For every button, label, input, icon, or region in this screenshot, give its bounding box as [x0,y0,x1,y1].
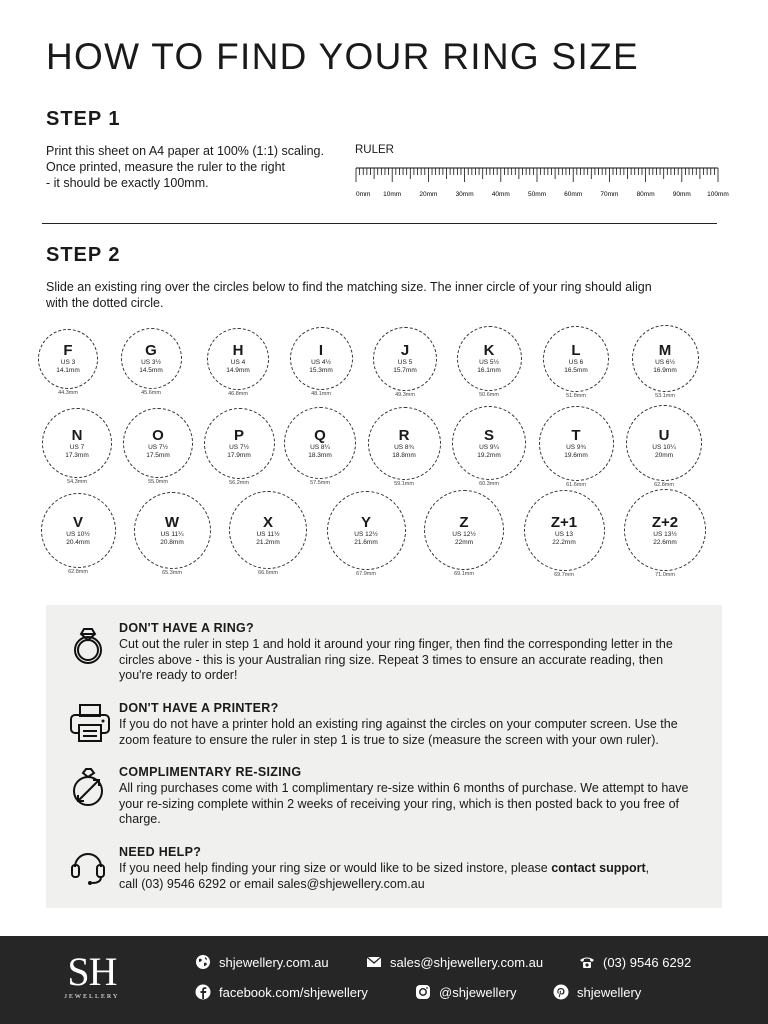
ruler-tick-label: 90mm [672,191,691,198]
size-diameter: 15.7mm [393,367,417,374]
size-us: US 9¾ [566,443,586,451]
step1-instructions [46,143,336,191]
step2-instructions: Slide an existing ring over the circles below to find the matching size. The inner circle of your ring should align with the dotted circle. [46,280,652,310]
size-us: US 12½ [354,530,378,538]
size-circle [204,408,275,479]
size-circumference: 55.0mm [148,479,168,485]
size-letter: X [262,513,273,531]
tip-body: Cut out the ruler in step 1 and hold it around your ring finger, then find the corresponding letter in the circles above - this is your Australian ring size. Repeat 3 times to ensure an accurate reading, then you're ready to order! [119,637,673,682]
size-circumference: 67.9mm [356,570,376,577]
ruler-tick-label: 0mm [356,191,371,198]
instagram-text: @shjewellery [439,984,517,1000]
size-circle [624,489,706,571]
size-circle [229,491,307,569]
headset-icon [68,845,112,889]
ruler-tick-label: 10mm [383,191,402,198]
ring-size-u [614,405,714,488]
logo-subtitle: JEWELLERY [64,993,120,1000]
size-circumference: 46.8mm [228,390,248,397]
size-us: US 8¼ [310,443,330,451]
size-diameter: 18.8mm [392,451,416,459]
size-circle [539,406,614,481]
size-us: US 10¼ [652,443,676,451]
tip-body-text: If you need help finding your ring size or would like to be sized instore, please [119,861,552,875]
size-circumference: 51.8mm [566,392,586,399]
size-diameter: 21.6mm [354,538,378,546]
size-circle [207,328,269,390]
size-circle [38,329,98,389]
size-letter: W [164,513,180,531]
size-us: US 4½ [311,359,331,366]
size-circle [543,326,609,392]
size-letter: U [658,426,670,444]
size-us: US 11½ [256,530,280,538]
footer [0,936,768,1024]
size-circumference: 59.1mm [394,480,414,487]
size-circle [123,408,193,478]
ruler-tick-label: 20mm [419,191,438,198]
divider [42,223,717,224]
ruler-tick-label: 50mm [527,191,547,198]
size-circumference: 45.6mm [141,390,161,396]
size-us: US 3½ [141,359,161,366]
size-circle [524,490,605,571]
size-diameter: 19.6mm [564,451,588,459]
size-diameter: 22mm [454,538,474,546]
step1-line: Print this sheet on A4 paper at 100% (1:1) scaling. [46,144,324,158]
size-us: US 11¼ [160,530,184,538]
tip-title: DON'T HAVE A RING? [119,621,254,635]
size-diameter: 22.2mm [552,538,576,546]
size-letter: I [318,342,324,359]
size-letter: O [152,426,164,444]
ring-size-k [439,326,539,398]
ring-size-v [28,493,128,575]
size-circle [632,325,699,392]
facebook-icon [195,984,211,1000]
ruler-tick-label: 80mm [636,191,655,198]
size-circle [626,405,702,481]
ring-size-m [615,325,715,399]
ring-icon [68,621,112,665]
size-circumference: 62.8mm [654,482,674,488]
size-letter: N [71,426,83,444]
size-letter: Y [360,513,371,531]
size-diameter: 20.8mm [160,538,184,546]
size-us: US 13½ [653,530,677,538]
ruler [354,162,746,202]
size-us: US 6 [568,359,584,366]
printer-icon [68,701,112,745]
size-circumference: 48.1mm [311,391,331,397]
size-letter: M [658,342,672,359]
size-diameter: 16.5mm [564,367,588,374]
page-title: HOW TO FIND YOUR RING SIZE [46,36,639,77]
ring-size-y [316,491,416,577]
ring-size-t [526,406,626,488]
step1-line: Once printed, measure the ruler to the right [46,160,286,174]
ruler-tick-label: 40mm [491,191,510,198]
ruler-tick-label: 30mm [455,191,474,198]
size-letter: K [483,342,495,359]
phone-text: (03) 9546 6292 [603,954,692,970]
size-letter: L [571,342,581,359]
size-circumference: 69.1mm [454,571,474,577]
contact-support-link[interactable]: contact support [551,861,646,875]
size-circumference: 60.3mm [479,481,499,487]
pinterest-text: shjewellery [577,984,642,1000]
size-diameter: 14.5mm [139,367,163,374]
size-us: US 6½ [655,359,675,366]
ring-size-s [439,406,539,487]
size-letter: P [233,426,244,444]
size-circumference: 50.6mm [479,392,499,398]
size-circumference: 61.6mm [566,481,586,488]
size-us: US 4 [230,359,246,366]
size-diameter: 17.5mm [146,451,170,459]
tip-title: COMPLIMENTARY RE-SIZING [119,765,302,779]
footer-facebook[interactable] [195,984,368,1000]
size-us: US 5½ [479,359,499,366]
tip-body: If you do not have a printer hold an existing ring against the circles on your computer screen. Use the zoom feature to ensure the ruler in step 1 is true to size (measure the screen with your own ruler). [119,717,678,747]
size-circle [290,327,353,390]
size-us: US 5 [397,359,413,366]
size-circumference: 57.5mm [310,480,330,486]
size-letter: V [72,513,83,531]
ring-size-x [218,491,318,576]
size-us: US 10½ [66,530,90,538]
size-diameter: 20mm [654,451,674,459]
size-circumference: 71.0mm [655,572,675,578]
footer-website[interactable] [195,954,329,970]
size-letter: H [232,342,244,359]
ring-size-g [101,328,201,396]
size-circumference: 54.3mm [67,479,87,485]
size-diameter: 21.2mm [256,538,280,546]
size-diameter: 14.1mm [56,367,80,374]
size-circumference: 53.1mm [655,393,675,399]
size-us: US 3 [60,359,76,366]
size-diameter: 16.9mm [653,367,677,374]
size-diameter: 17.3mm [65,451,89,459]
instagram-icon [415,984,431,1000]
size-us: US 7 [69,443,85,451]
size-diameter: 16.1mm [477,367,501,374]
email-text: sales@shjewellery.com.au [390,954,544,970]
facebook-text: facebook.com/shjewellery [219,984,368,1000]
size-us: US 7½ [148,443,168,451]
size-diameter: 14.9mm [226,367,250,374]
size-diameter: 18.3mm [308,451,332,459]
size-diameter: 17.9mm [227,451,251,459]
tip-body [119,861,699,892]
size-circle [457,326,522,391]
size-diameter: 22.6mm [653,538,677,546]
size-circle [121,328,182,389]
size-letter: Q [314,426,326,444]
size-circumference: 66.6mm [258,570,278,576]
globe-icon [195,954,211,970]
ruler-tick-label: 60mm [564,191,583,198]
ring-size-l [526,326,626,399]
tip-title: DON'T HAVE A PRINTER? [119,701,279,715]
size-circle [368,407,441,480]
ruler-tick-label: 100mm [707,191,729,198]
size-circle [41,493,116,568]
ring-size-z [414,490,514,577]
footer-email[interactable] [366,954,543,970]
size-circle [327,491,406,570]
step2-title: STEP 2 [46,244,121,266]
footer-phone[interactable] [579,954,691,970]
website-text: shjewellery.com.au [219,954,329,970]
tip-title: NEED HELP? [119,845,202,859]
tips-panel [46,605,722,908]
size-letter: Z+1 [550,513,578,531]
tip-body: All ring purchases come with 1 complimentary re-size within 6 months of purchase. We attempt to have your re-sizing complete within 2 weeks of receiving your ring, which is then posted back to you free of charge. [119,781,689,826]
logo-mark: SH [67,949,117,994]
size-circle [452,406,526,480]
size-circumference: 56.2mm [229,479,249,486]
ring-size-z-plus-2 [615,489,715,578]
size-diameter: 20.4mm [66,538,90,546]
size-circle [42,408,112,478]
size-circumference: 62.8mm [68,568,88,575]
size-circle [284,407,356,479]
size-letter: R [398,426,410,444]
size-circumference: 44.3mm [58,389,78,396]
phone-icon [579,954,595,970]
size-letter: G [145,342,157,359]
footer-pinterest[interactable] [553,984,641,1000]
size-letter: Z [459,513,469,531]
size-diameter: 19.2mm [477,451,501,459]
size-circumference: 69.7mm [554,571,574,578]
size-circle [424,490,504,570]
brand-logo[interactable] [52,949,132,1000]
size-us: US 13 [554,530,574,538]
resize-ring-icon [68,765,112,809]
size-letter: F [63,342,73,359]
size-circumference: 49.3mm [395,391,415,398]
pinterest-icon [553,984,569,1000]
ruler-label: RULER [355,144,394,156]
size-us: US 9¼ [479,443,499,451]
tip-body-text: call (03) 9546 6292 or email sales@shjewellery.com.au [119,876,425,891]
size-us: US 7½ [229,443,249,451]
size-circumference: 65.3mm [162,569,182,576]
ruler-tick-label: 70mm [600,191,619,198]
footer-instagram[interactable] [415,984,517,1000]
envelope-icon [366,954,382,970]
size-letter: Z+2 [651,513,679,531]
size-letter: J [400,342,410,359]
step1-line: - it should be exactly 100mm. [46,176,209,190]
size-letter: T [571,426,581,444]
size-letter: S [483,426,494,444]
size-us: US 12½ [452,530,476,538]
size-circle [134,492,211,569]
size-us: US 8¾ [394,443,414,451]
ring-size-z-plus-1 [514,490,614,578]
size-circle [373,327,437,391]
step1-title: STEP 1 [46,108,121,130]
tip-body-text: , [645,861,650,875]
size-diameter: 15.3mm [309,367,333,374]
ring-size-w [122,492,222,576]
